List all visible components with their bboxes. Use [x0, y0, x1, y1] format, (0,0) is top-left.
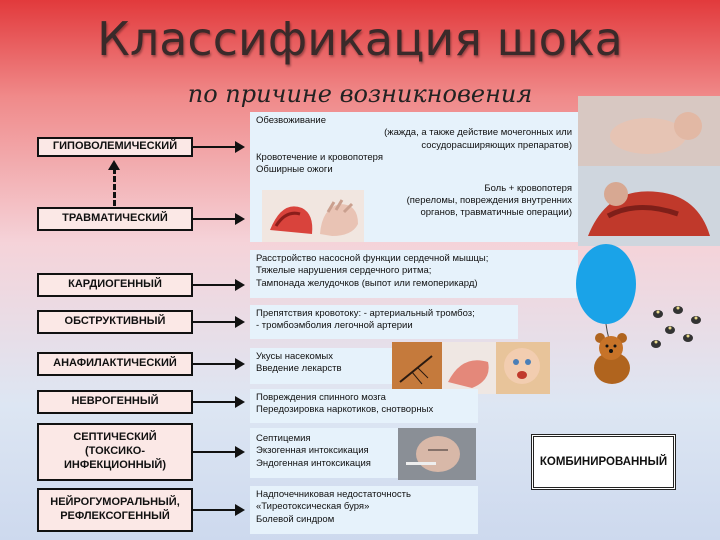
cause-panel-neurohumoral — [250, 486, 478, 534]
cause-text: Тампонада желудочков (выпот или гемоперикард) — [256, 277, 478, 289]
dashed-connector-arrowhead — [108, 160, 120, 170]
cause-panel-septic — [250, 428, 398, 478]
type-traumatic: ТРАВМАТИЧЕСКИЙ — [37, 207, 193, 231]
cause-text: Септицемия — [256, 433, 311, 444]
cause-text: Кровотечение и кровопотеря — [256, 152, 383, 164]
type-obstructive: ОБСТРУКТИВНЫЙ — [37, 310, 193, 334]
arrow-neurogenic — [193, 401, 243, 403]
cause-text: Обширные ожоги — [256, 164, 333, 176]
cause-text: Препятствия кровотоку: - артериальный тромбоз; — [256, 308, 475, 319]
balloon-bear-illustration — [560, 240, 710, 390]
cause-text: Укусы насекомых — [256, 351, 333, 362]
cause-text: Боль + кровопотеря — [484, 182, 572, 194]
page-title: Классификация шока — [97, 12, 623, 66]
burned-hands-photo — [262, 190, 364, 242]
dashed-connector — [113, 168, 116, 206]
cause-text: Обезвоживание — [256, 115, 326, 126]
cause-panel-neurogenic — [250, 389, 478, 423]
sick-infant-photo — [398, 428, 476, 480]
type-septic: СЕПТИЧЕСКИЙ (ТОКСИКО-ИНФЕКЦИОННЫЙ) — [37, 423, 193, 481]
cause-text: Тяжелые нарушения сердечного ритма; — [256, 265, 432, 277]
cause-text: - тромбоэмболия легочной артерии — [256, 320, 413, 332]
cause-panel-obstructive — [250, 305, 518, 339]
arrow-hypovolemic — [193, 146, 243, 148]
cause-text: Введение лекарств — [256, 363, 342, 375]
cause-text: Экзогенная интоксикация — [256, 445, 369, 457]
combined-shock-box: КОМБИНИРОВАННЫЙ — [531, 434, 676, 490]
cause-text: (жажда, а также действие мочегонных или сосудорасширяющих препаратов) — [384, 127, 572, 151]
cause-text: (переломы, повреждения внутренних органов, травматичные операции) — [406, 195, 572, 219]
cause-text: Повреждения спинного мозга — [256, 392, 386, 403]
type-cardiogenic: КАРДИОГЕННЫЙ — [37, 273, 193, 297]
type-anaphylactic: АНАФИЛАКТИЧЕСКИЙ — [37, 352, 193, 376]
arrow-septic — [193, 451, 243, 453]
page-subtitle: по причине возникновения — [187, 80, 533, 108]
cause-panel-cardiogenic — [250, 250, 578, 298]
cause-text: Эндогенная интоксикация — [256, 457, 371, 469]
arrow-traumatic — [193, 218, 243, 220]
cause-text: Надпочечниковая недостаточность — [256, 489, 411, 500]
arrow-cardiogenic — [193, 284, 243, 286]
type-neurohumoral: НЕЙРОГУМОРАЛЬНЫЙ, РЕФЛЕКСОГЕННЫЙ — [37, 488, 193, 532]
cause-text: Болевой синдром — [256, 513, 335, 525]
injured-child-photo — [578, 96, 720, 246]
cause-text: Передозировка наркотиков, снотворных — [256, 404, 434, 416]
arrow-anaphylactic — [193, 363, 243, 365]
arrow-obstructive — [193, 321, 243, 323]
type-neurogenic: НЕВРОГЕННЫЙ — [37, 390, 193, 414]
arrow-neurohumoral — [193, 509, 243, 511]
type-hypovolemic: ГИПОВОЛЕМИЧЕСКИЙ — [37, 137, 193, 157]
cause-text: Расстройство насосной функции сердечной мышцы; — [256, 253, 489, 264]
cause-text: «Тиреотоксическая буря» — [256, 501, 370, 513]
anaphylaxis-photos — [392, 342, 550, 394]
cause-panel-anaphylactic — [250, 348, 392, 384]
